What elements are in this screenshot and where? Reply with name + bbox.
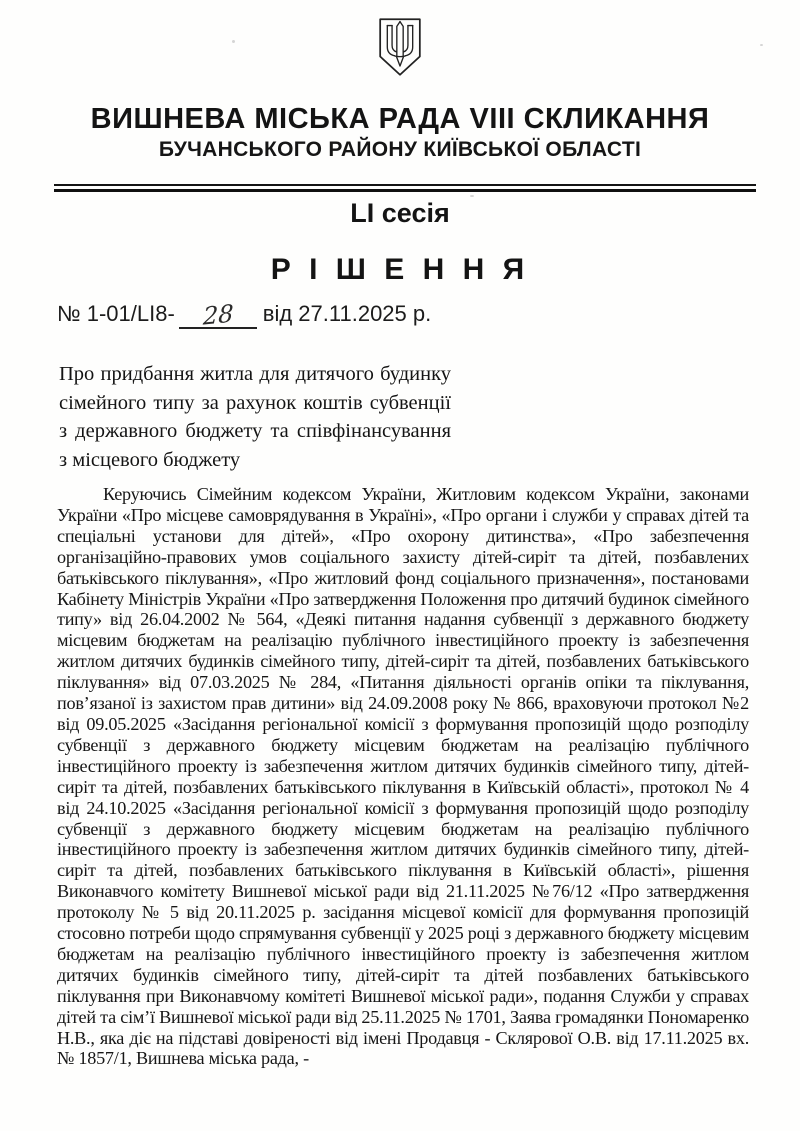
org-name: ВИШНЕВА МІСЬКА РАДА VIII СКЛИКАННЯ	[90, 103, 710, 135]
scan-speck	[470, 195, 474, 197]
scan-speck	[232, 40, 235, 43]
trident-right-prong	[406, 26, 413, 56]
doc-number-prefix: № 1-01/LI8-	[57, 301, 175, 326]
decision-body: Керуючись Сімейним кодексом України, Житловим кодексом України, законами України «Про місцеве самоврядування в Україні», «Про органи і служби у справах дітей та спеціальні установи для дітей», «Про охорону дитинства», «Про забезпечення організаційно-правових умов соціального захисту дітей-сиріт та дітей, позбавлених батьківського піклування», «Про житловий фонд соціального призначення», постановами Кабінету Міністрів України «Про затвердження Положення про дитячий будинок сімейного типу» від 26.04.2002 № 564, «Деякі питання надання субвенції з державного бюджету місцевим бюджетам на реалізацію публічного інвестиційного проекту із забезпечення житлом дитячих будинків сімейного типу, дітей-сиріт та дітей, позбавлених батьківського піклування» від 07.03.2025 № 284, «Питання діяльності органів опіки та піклування, пов’язаної із захистом прав дитини» від 24.09.2008 року № 866, враховуючи протокол №2 від 09.05.2025 «Засідання регіональної комісії з формування пропозицій щодо розподілу субвенції з державного бюджету місцевим бюджетам на реалізацію публічного інвестиційного проекту із забезпечення житлом дитячих будинків сімейного типу, дітей-сиріт та дітей, позбавлених батьківського піклування в Київській області», протокол № 4 від 24.10.2025 «Засідання регіональної комісії з формування пропозицій щодо розподілу субвенції з державного бюджету місцевим бюджетам на реалізацію публічного інвестиційного проекту із забезпечення житлом дитячих будинків сімейного типу, дітей-сиріт та дітей, позбавлених батьківського піклування в Київській області», рішення Виконавчого комітету Вишневої міської ради від 21.11.2025 №76/12 «Про затвердження протоколу № 5 від 20.11.2025 р. засідання місцевої комісії для формування пропозицій стосовно потреби щодо спрямування субвенції у 2025 році з державного бюджету місцевим бюджетам на реалізацію публічного інвестиційного проекту із забезпечення житлом дитячих будинків сімейного типу, дітей-сиріт та дітей позбавлених батьківського піклування при Виконавчому комітеті Вишневої міської ради», подання Служби у справах дітей та сім’ї Вишневої міської ради від 25.11.2025 № 1701, Заява громадянки Пономаренко Н.В., яка діє на підставі довіреності від імені Продавця - Склярової О.В. від 17.11.2025 вх.№ 1857/1, Вишнева міська рада, -	[57, 484, 749, 1069]
emblem-container	[0, 16, 800, 83]
doc-number-line	[57, 299, 431, 329]
doc-date: від 27.11.2025 р.	[262, 301, 432, 326]
trident-left-prong	[387, 26, 394, 56]
scan-speck	[760, 44, 763, 46]
trident-point	[396, 57, 403, 67]
trident-center-prong	[397, 22, 400, 57]
org-region: БУЧАНСЬКОГО РАЙОНУ КИЇВСЬКОЇ ОБЛАСТІ	[158, 138, 642, 161]
decision-subject: Про придбання житла для дитячого будинку сімейного типу за рахунок коштів субвенції з державного бюджету та співфінансування з місцевого бюджету	[59, 363, 451, 471]
decision-heading: Р І Ш Е Н Н Я	[270, 253, 530, 286]
doc-number-blank	[179, 299, 257, 329]
session-heading: LI сесія	[350, 198, 450, 228]
ukraine-trident-emblem	[377, 16, 423, 78]
doc-number-handwritten: 28	[202, 299, 234, 331]
header-divider	[54, 184, 756, 192]
